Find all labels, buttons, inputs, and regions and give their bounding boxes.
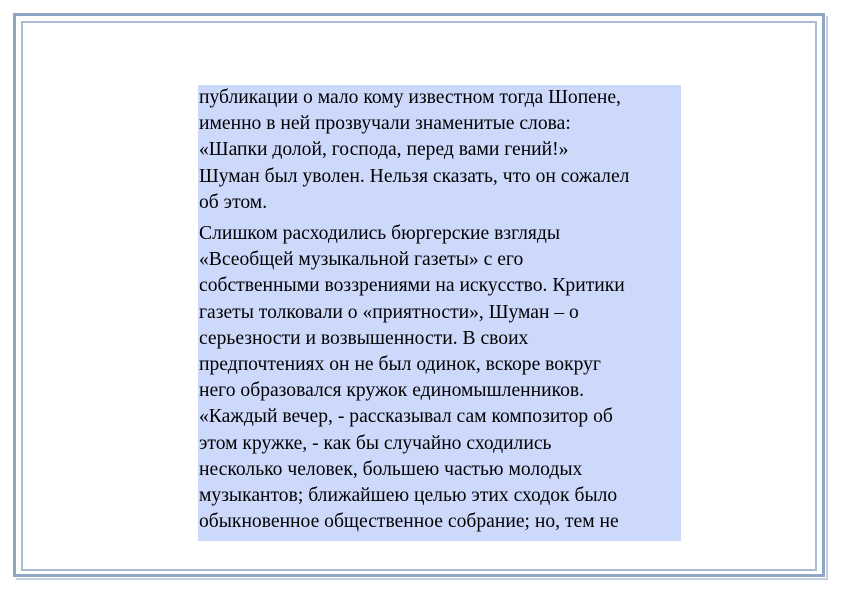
text-line: предпочтениях он не был одинок, вскоре вокруг xyxy=(199,354,601,376)
text-line: именно в ней прозвучали знаменитые слова: xyxy=(199,113,571,135)
text-line: об этом. xyxy=(199,191,268,213)
text-line: него образовался кружок единомышленников. xyxy=(199,380,585,402)
text-line: Слишком расходились бюргерские взгляды xyxy=(199,223,561,245)
paragraph-1 xyxy=(199,85,681,216)
text-line: «Шапки долой, господа, перед вами гений!» xyxy=(199,139,569,161)
text-line: музыкантов; ближайшею целью этих сходок было xyxy=(199,485,618,507)
text-line: публикации о мало кому известном тогда Шопене, xyxy=(199,87,621,108)
paragraph-2 xyxy=(199,221,681,535)
text-box xyxy=(198,85,681,541)
text-line: «Всеобщей музыкальной газеты» с его xyxy=(199,249,524,271)
text-line: обыкновенное общественное собрание; но, тем не xyxy=(199,511,619,533)
text-line: газеты толковали о «приятности», Шуман – о xyxy=(199,301,579,323)
text-line: серьезности и возвышенности. В своих xyxy=(199,327,529,349)
text-line: «Каждый вечер, - рассказывал сам композитор об xyxy=(199,406,613,428)
text-line: собственными воззрениями на искусство. Критики xyxy=(199,275,625,297)
text-line: Шуман был уволен. Нельзя сказать, что он сожалел xyxy=(199,165,630,187)
text-line: несколько человек, большею частью молодых xyxy=(199,458,583,480)
text-line: этом кружке, - как бы случайно сходились xyxy=(199,432,552,454)
